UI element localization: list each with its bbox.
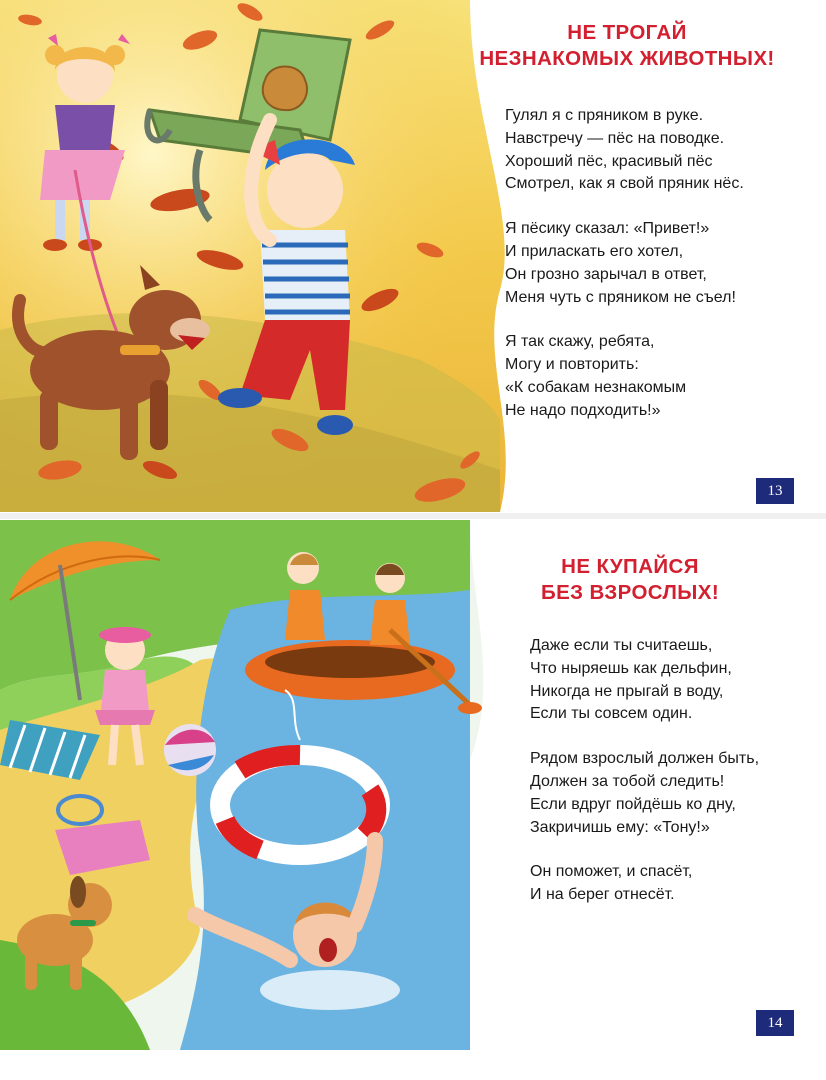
poem-line: Никогда не прыгай в воду, (530, 682, 724, 700)
page-title (470, 554, 790, 606)
poem-line: Смотрел, как я свой пряник нёс. (505, 175, 744, 193)
poem-line: Я пёсику сказал: «Привет!» (505, 220, 710, 238)
page-13 (0, 0, 826, 512)
title-line-1: НЕ КУПАЙСЯ (561, 555, 699, 578)
poem-line: Я так скажу, ребята, (505, 333, 655, 351)
poem-line: Могу и повторить: (505, 356, 639, 374)
title-line-2: НЕЗНАКОМЫХ ЖИВОТНЫХ! (479, 47, 775, 70)
page-number: 13 (756, 478, 794, 504)
poem-line: Даже если ты считаешь, (530, 637, 713, 654)
page-title (462, 20, 792, 72)
poem-line: Он грозно зарычал в ответ, (505, 265, 707, 283)
stanza (505, 218, 744, 309)
poem-line: Если вдруг пойдёшь ко дну, (530, 795, 736, 813)
title-line-2: БЕЗ ВЗРОСЛЫХ! (540, 581, 720, 604)
poem-line: Хороший пёс, красивый пёс (505, 152, 713, 170)
poem-line: Навстречу — пёс на поводке. (505, 129, 725, 147)
poem-line: Меня чуть с пряником не съел! (505, 288, 736, 306)
stanza (505, 331, 744, 422)
poem-line: «К собакам незнакомым (505, 378, 687, 396)
page-number: 14 (756, 1010, 794, 1036)
poem-line: Что ныряешь как дельфин, (530, 659, 732, 677)
poem-line: Закричишь ему: «Тону!» (530, 818, 710, 836)
poem-line: Рядом взрослый должен быть, (530, 750, 760, 768)
poem-line: Если ты совсем один. (530, 705, 693, 723)
poem-line: И приласкать его хотел, (505, 242, 684, 260)
stanza (530, 861, 759, 907)
poem-line: Гулял я с пряником в руке. (505, 107, 704, 124)
poem (530, 635, 759, 929)
poem-line: Не надо подходить!» (505, 401, 661, 419)
stanza (530, 635, 759, 726)
stanza (505, 105, 744, 196)
poem (505, 105, 744, 445)
title-line-1: НЕ ТРОГАЙ (567, 21, 687, 44)
poem-line: Он поможет, и спасёт, (530, 863, 693, 881)
stanza (530, 748, 759, 839)
poem-line: И на берег отнесёт. (530, 886, 675, 904)
poem-line: Должен за тобой следить! (530, 772, 725, 790)
page-14 (0, 520, 826, 1050)
page-divider (0, 513, 826, 519)
